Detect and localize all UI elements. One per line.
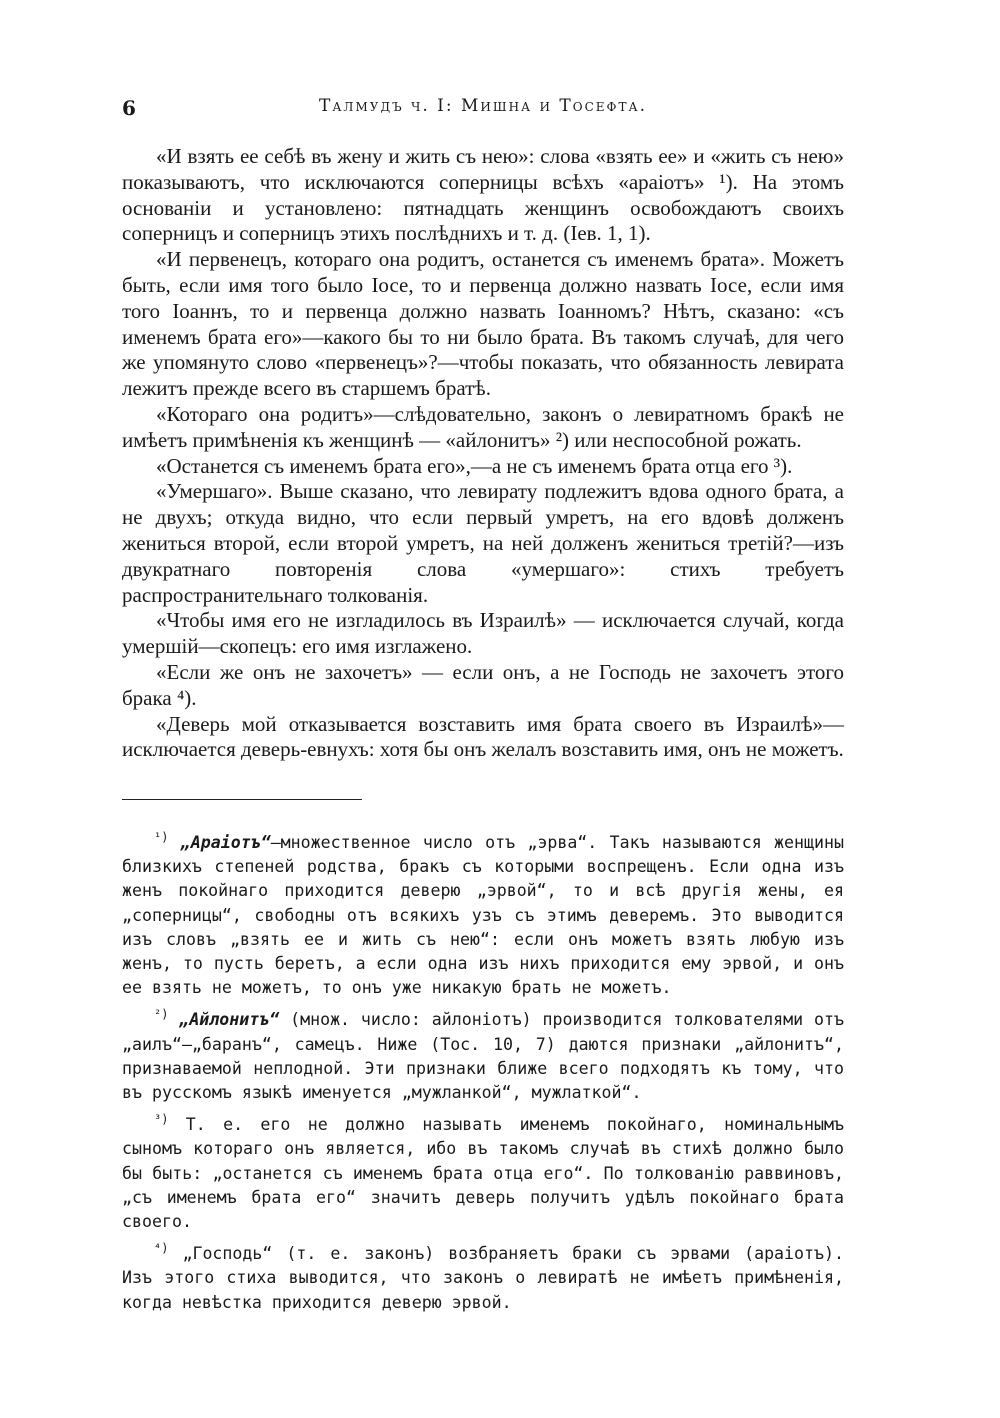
paragraph: «Останется съ именемъ брата его»,—а не съ именемъ брата отца его ³). bbox=[156, 453, 793, 478]
footnote-text: „Господь“ (т. е. законъ) возбраняетъ браки съ эрвами (араіотъ). Изъ этого стиха выводится, что законъ о левиратѣ не имѣетъ примѣненія, когда невѣстка приходится деверю эрвой. bbox=[122, 1244, 844, 1312]
footnote-marker: ²) bbox=[154, 1007, 169, 1022]
page-number: 6 bbox=[122, 96, 137, 120]
paragraph: «Если же онъ не захочетъ» — если онъ, а не Господь не захочетъ этого брака ⁴). bbox=[122, 659, 844, 710]
paragraph: «Котораго она родитъ»—слѣдовательно, законъ о левиратномъ бракѣ не имѣетъ примѣненія къ женщинѣ — «айлонитъ» ²) или неспособной рожать. bbox=[122, 401, 844, 452]
main-text bbox=[122, 144, 844, 763]
footnote-1 bbox=[122, 825, 844, 1000]
footnote-separator bbox=[122, 799, 362, 800]
page-header bbox=[122, 96, 844, 126]
paragraph: «Умершаго». Выше сказано, что левирату подлежитъ вдова одного брата, а не двухъ; откуда видно, что если первый умретъ, на его вдовѣ долженъ жениться второй, если второй умретъ, на ней долженъ жениться третій?—изъ двукратнаго повторенія слова «умершаго»: стихъ требуетъ распространительнаго толкованія. bbox=[122, 479, 844, 607]
footnote-text: —множественное число отъ „эрва“. Такъ называются женщины близкихъ степеней родства, бракъ съ которыми воспрещенъ. Если одна изъ женъ покойнаго приходится деверю „эрвой“, то и всѣ другія жены, ея „соперницы“, свободны отъ всякихъ узъ съ этимъ деверемъ. Это выводится изъ словъ „взять ее и жить съ нею“: если онъ можетъ взять любую изъ женъ, то пусть беретъ, а если одна изъ нихъ приходится ему эрвой, и онъ ее взять не можетъ, то онъ уже никакую брать не можетъ. bbox=[122, 833, 844, 998]
footnote-3 bbox=[122, 1107, 844, 1234]
footnote-marker: ¹) bbox=[154, 830, 169, 844]
footnote-text: (множ. число: айлоніотъ) производится толкователями отъ „аилъ“—„баранъ“, самецъ. Ниже (Тос. 10, 7) даются признаки „айлонитъ“, признаваемой неплодной. Эти признаки ближе всего подходятъ къ тому, что въ русскомъ языкѣ именуется „мужланкой“, мужлаткой“. bbox=[122, 1010, 844, 1103]
footnote-marker: ³) bbox=[154, 1112, 169, 1127]
paragraph: «И первенецъ, котораго она родитъ, останется съ именемъ брата». Можетъ быть, если имя того было Iосе, то и первенца должно назвать Iосе, если имя того Iоаннъ, то и первенца должно назвать Iоанномъ? Нѣтъ, сказано: «съ именемъ брата его»—какого бы то ни было брата. Въ такомъ случаѣ, для чего же упомянуто слово «первенецъ»?—чтобы показать, что обязанность левирата лежитъ прежде всего въ старшемъ братѣ. bbox=[122, 247, 844, 401]
running-title: Талмудъ ч. I: Мишна и Тосефта. bbox=[319, 96, 647, 116]
footnote-2 bbox=[122, 1002, 844, 1105]
footnote-term: „Айлонитъ“ bbox=[179, 1010, 280, 1030]
footnote-marker: ⁴) bbox=[154, 1241, 169, 1256]
paragraph: «Чтобы имя его не изгладилось въ Израилѣ» — исключается случай, когда умершій—скопецъ: его имя изглажено. bbox=[122, 608, 844, 659]
footnote-term: „Араіотъ“ bbox=[180, 833, 271, 852]
paragraph: «Деверь мой отказывается возставить имя брата своего въ Израилѣ»—исключается деверь-евнухъ: хотя бы онъ желалъ возставить имя, онъ не можетъ. bbox=[122, 711, 844, 762]
footnotes bbox=[122, 825, 844, 1317]
footnote-text: Т. е. его не должно называть именемъ покойнаго, номинальнымъ сыномъ котораго онъ является, ибо въ такомъ случаѣ въ стихѣ должно было бы быть: „останется съ именемъ брата отца его“. По толкованію раввиновъ, „съ именемъ брата его“ значитъ деверь получитъ удѣлъ покойнаго брата своего. bbox=[122, 1115, 844, 1232]
paragraph: «И взять ее себѣ въ жену и жить съ нею»: слова «взять ее» и «жить съ нею» показываютъ, что исключаются соперницы всѣхъ «араіотъ» ¹). На этомъ основаніи и установлено: пятнадцать женщинъ освобождаютъ своихъ соперницъ и соперницъ этихъ послѣднихъ и т. д. (Iев. 1, 1). bbox=[122, 144, 844, 246]
footnote-4 bbox=[122, 1236, 844, 1315]
